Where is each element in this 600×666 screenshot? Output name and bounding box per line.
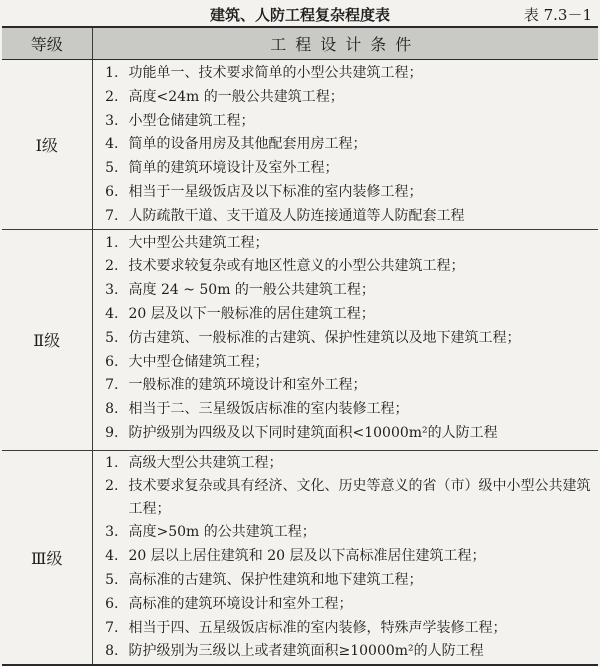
- grade-row-3: [2, 450, 598, 665]
- grade-cell: Ⅲ级: [2, 450, 92, 665]
- item-text: 防护级别为四级及以下同时建筑面积<10000m²的人防工程: [128, 424, 498, 441]
- item-number: 7.: [105, 207, 119, 224]
- item-number: 5.: [105, 329, 119, 346]
- list-item: [93, 617, 599, 641]
- conditions-list: [93, 451, 599, 665]
- item-text: 高标准的古建筑、保护性建筑和地下建筑工程；: [128, 571, 423, 588]
- item-text: 防护级别为三级以上或者建筑面积≥10000m²的人防工程: [128, 643, 484, 660]
- item-number: 1.: [105, 65, 119, 81]
- list-item: [93, 374, 599, 398]
- header-grade: 等级: [2, 27, 92, 60]
- item-number: 3.: [105, 282, 119, 299]
- item-text: 技术要求较复杂或有地区性意义的小型公共建筑工程；: [128, 258, 465, 275]
- item-text: 人防疏散干道、支干道及人防连接通道等人防配套工程: [128, 207, 465, 224]
- conditions-cell: [92, 229, 598, 450]
- conditions-cell: [92, 60, 598, 230]
- item-number: 2.: [105, 258, 119, 275]
- list-item: [93, 422, 599, 446]
- conditions-list: [93, 230, 599, 446]
- grade-cell: Ⅰ级: [2, 60, 92, 230]
- item-number: 7.: [105, 619, 119, 636]
- list-item: [93, 255, 599, 279]
- list-item: [93, 110, 599, 134]
- item-text: 高度 24 ~ 50m 的一般公共建筑工程；: [128, 282, 375, 299]
- list-item: [93, 327, 599, 351]
- item-text: 小型仓储建筑工程；: [128, 112, 255, 129]
- list-item: [93, 157, 599, 181]
- item-number: 3.: [105, 524, 119, 541]
- item-number: 8.: [105, 401, 119, 418]
- item-text: 简单的建筑环境设计及室外工程；: [128, 160, 339, 177]
- item-number: 8.: [105, 643, 119, 660]
- complexity-table: [2, 26, 598, 666]
- list-item: [93, 86, 599, 110]
- list-item: [93, 569, 599, 593]
- conditions-list: [93, 60, 599, 229]
- item-number: 6.: [105, 353, 119, 370]
- item-number: 3.: [105, 112, 119, 129]
- item-text: 相当于一星级饭店及以下标准的室内装修工程；: [128, 183, 423, 200]
- item-number: 6.: [105, 183, 119, 200]
- table-number: 表 7.3－1: [523, 6, 592, 24]
- grade-cell: Ⅱ级: [2, 229, 92, 450]
- list-item: [93, 545, 599, 569]
- list-item: [93, 452, 599, 476]
- item-text: 相当于四、五星级饭店标准的室内装修，特殊声学装修工程；: [128, 619, 507, 636]
- conditions-cell: [92, 450, 598, 665]
- item-text: 大中型公共建筑工程；: [128, 234, 269, 251]
- item-number: 5.: [105, 160, 119, 177]
- list-item: [93, 232, 599, 256]
- grade-row-1: [2, 60, 598, 230]
- item-number: 6.: [105, 595, 119, 612]
- list-item: [93, 475, 599, 521]
- item-number: 4.: [105, 548, 119, 565]
- list-item: [93, 205, 599, 229]
- item-number: 2.: [105, 478, 119, 495]
- table-title: 建筑、人防工程复杂程度表: [209, 6, 390, 24]
- item-text: 相当于二、三星级饭店标准的室内装修工程；: [128, 401, 409, 418]
- list-item: [93, 521, 599, 545]
- table-header-row: [2, 27, 598, 60]
- item-text: 一般标准的建筑环境设计和室外工程；: [128, 377, 367, 394]
- item-number: 4.: [105, 305, 119, 322]
- item-text: 20 层及以下一般标准的居住建筑工程；: [128, 305, 375, 322]
- list-item: [93, 279, 599, 303]
- item-number: 4.: [105, 136, 119, 153]
- item-text: 高标准的建筑环境设计和室外工程；: [128, 595, 353, 612]
- item-number: 1.: [105, 234, 119, 251]
- item-text: 高度>50m 的公共建筑工程；: [128, 524, 316, 541]
- list-item: [93, 351, 599, 375]
- item-text: 技术要求复杂或具有经济、文化、历史等意义的省（市）级中小型公共建筑工程；: [128, 478, 591, 518]
- item-text: 简单的设备用房及其他配套用房工程；: [128, 136, 367, 153]
- item-number: 1.: [105, 454, 119, 471]
- grade-row-2: [2, 229, 598, 450]
- item-text: 高级大型公共建筑工程；: [128, 454, 283, 471]
- item-text: 大中型仓储建筑工程；: [128, 353, 269, 370]
- list-item: [93, 62, 599, 86]
- item-text: 20 层以上居住建筑和 20 层及以下高标准居住建筑工程；: [128, 548, 486, 565]
- item-text: 高度<24m 的一般公共建筑工程；: [128, 88, 344, 105]
- list-item: [93, 181, 599, 205]
- item-text: 仿古建筑、一般标准的古建筑、保护性建筑以及地下建筑工程；: [128, 329, 521, 346]
- item-number: 5.: [105, 571, 119, 588]
- list-item: [93, 640, 599, 664]
- item-number: 7.: [105, 377, 119, 394]
- item-number: 9.: [105, 424, 119, 441]
- header-conditions-text: 工程设计条件: [270, 35, 421, 54]
- list-item: [93, 593, 599, 617]
- item-text: 功能单一、技术要求简单的小型公共建筑工程；: [128, 65, 423, 81]
- header-conditions: [92, 27, 598, 60]
- item-number: 2.: [105, 88, 119, 105]
- list-item: [93, 133, 599, 157]
- list-item: [93, 303, 599, 327]
- list-item: [93, 398, 599, 422]
